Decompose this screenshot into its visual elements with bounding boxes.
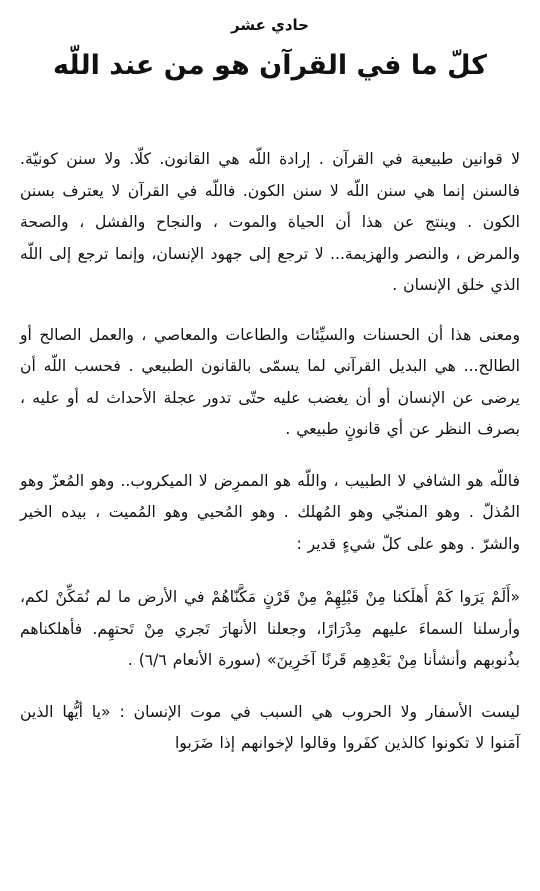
paragraph-natural-laws: لا قوانين طبيعية في القرآن . إرادة اللّه هي القانون. كلّا. ولا سنن كونيّة. فالسنن إنما هي سنن اللّه لا سنن الكون. فاللّه في القرآن لا يعترف بسنن الكون . وينتج عن هذا أن الحياة والموت ، والنجاح والفشل ، والصحة والمرض ، والنصر والهزيمة... لا ترجع إلى جهود الإنسان، وإنما ترجع إلى اللّه الذي خلق الإنسان .	[20, 150, 520, 294]
paragraph-good-and-evil-deeds: ومعنى هذا أن الحسنات والسيِّئات والطاعات والمعاصي ، والعمل الصالح أو الطالح... هي البديل القرآني لما يسمّى بالقانون الطبيعي . فحسب اللّه أن يرضى عن الإنسان أو أن يغضب عليه حتّى تدور عجلة الأحداث له أو عليه ، بصرف النظر عن أي قانونٍ طبيعي .	[20, 325, 520, 438]
paragraph-god-attributes: فاللّه هو الشافي لا الطبيب ، واللّه هو الممرِض لا الميكروب.. وهو المُعزّ وهو المُذلّ . وهو المنجّي وهو المُهلك . وهو المُحيي وهو المُميت ، بيده الخير والشرّ . وهو على كلّ شيءٍ قدير :	[20, 471, 520, 553]
paragraph-quran-quote: «أَلَمْ يَرَوا كَمْ أَهلَكنا مِنْ قَبْلِهِمْ مِنْ قَرْنٍ مَكَّنّاهُمْ في الأرض ما لم نُمَكِّنْ لكم، وأرسلنا السماءَ عليهم مِدْرَارًا، وجعلنا الأنهارَ تَجري مِنْ تَحتهِم. فأهلكناهم بذُنوبهم وأنشأنا مِنْ بَعْدِهِم قَرنًا آخَرِينَ» (سورة الأنعام ٦/٦) .	[20, 588, 520, 669]
paragraph-travel-and-wars: ليست الأسفار ولا الحروب هي السبب في موت الإنسان : «يا أيُّها الذين آمَنوا لا تكونوا كالذين كفَروا وقالوا لإخوانهم إذا ضَرَبوا	[20, 702, 520, 752]
chapter-title: كلّ ما في القرآن هو من عند اللّه	[53, 50, 487, 81]
chapter-number: حادي عشر	[231, 16, 309, 34]
